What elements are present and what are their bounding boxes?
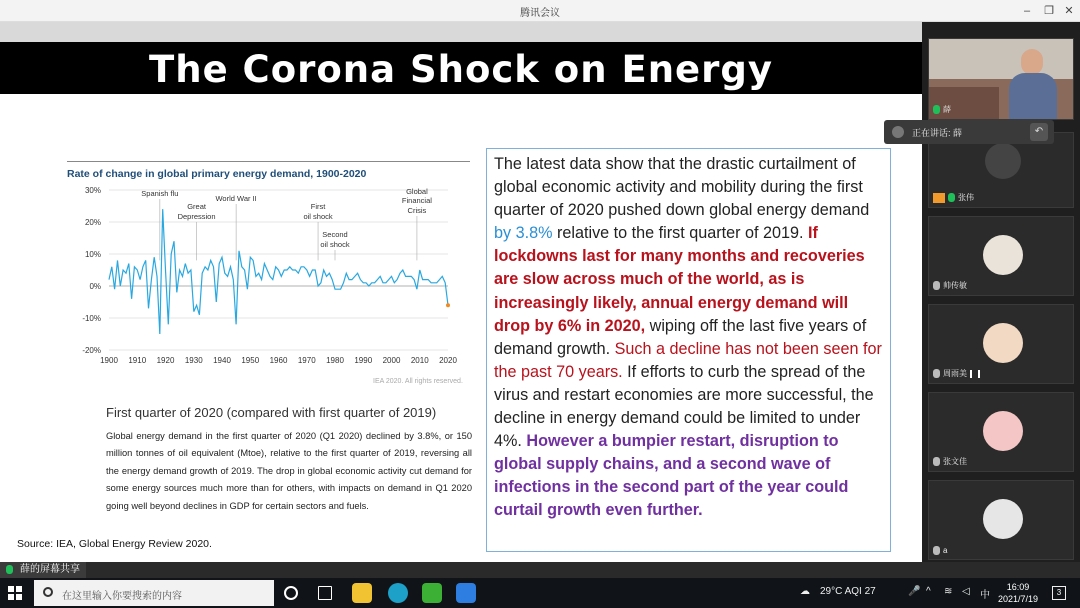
text-segment: relative to the first quarter of 2019.: [552, 224, 809, 243]
clock-time: 16:09: [1006, 582, 1030, 592]
avatar: [983, 235, 1023, 275]
y-tick-label: 20%: [84, 218, 101, 227]
y-tick-label: 30%: [84, 186, 101, 195]
x-tick-label: 2020: [439, 356, 457, 365]
person-body: [1009, 73, 1057, 120]
windows-start-icon[interactable]: [8, 586, 22, 600]
taskbar-clock[interactable]: [998, 581, 1038, 605]
x-tick-label: 1960: [269, 356, 288, 365]
ime-indicator[interactable]: 中: [980, 590, 990, 601]
slide-title: The Corona Shock on Energy: [148, 48, 774, 91]
x-tick-label: 1990: [354, 356, 373, 365]
participant-tile[interactable]: [928, 480, 1074, 560]
notification-icon[interactable]: 3: [1052, 586, 1066, 600]
close-icon[interactable]: ✕: [1064, 5, 1074, 17]
avatar: [983, 499, 1023, 539]
avatar: [983, 323, 1023, 363]
search-icon: [43, 587, 53, 597]
participant-name: 张文佳: [933, 456, 967, 467]
q1-heading: First quarter of 2020 (compared with first quarter of 2019): [106, 405, 437, 420]
y-tick-label: -20%: [82, 346, 101, 355]
annotation-label: Great Depression: [177, 202, 216, 221]
y-tick-label: -10%: [82, 314, 101, 323]
window-title: 腾讯会议: [520, 8, 560, 19]
y-tick-label: 0%: [89, 282, 101, 291]
annotation-label: Global Financial Crisis: [401, 187, 432, 215]
text-segment: However a bumpier restart, disruption to global supply chains, and a second wave of infections in the second part of the year could curtail growth even further.: [494, 432, 849, 520]
x-tick-label: 1970: [297, 356, 316, 365]
avatar: [983, 411, 1023, 451]
speaking-prefix: 正在讲话:: [912, 128, 954, 138]
file-explorer-icon[interactable]: [352, 583, 372, 603]
source-note: Source: IEA, Global Energy Review 2020.: [17, 538, 212, 550]
screen-share-label[interactable]: 薛的屏幕共享: [0, 562, 86, 578]
y-tick-label: 10%: [84, 250, 101, 259]
energy-demand-chart: [60, 182, 470, 382]
avatar: [985, 143, 1021, 179]
x-tick-label: 1980: [326, 356, 344, 365]
share-strip: [0, 562, 1080, 578]
mic-muted-icon: [933, 457, 940, 466]
shared-screen: [0, 22, 922, 562]
speaking-indicator: [884, 120, 1054, 144]
x-tick-label: 1930: [184, 356, 203, 365]
slide-text-box: [486, 148, 891, 552]
participant-tile[interactable]: [928, 304, 1074, 384]
chart-title: Rate of change in global primary energy demand, 1900-2020: [67, 168, 367, 180]
screen-icon: [933, 193, 945, 203]
text-segment: Such a decline has not been seen for the past 70 years.: [494, 339, 882, 381]
cortana-icon[interactable]: [284, 586, 298, 600]
speaking-name: 薛: [953, 128, 963, 138]
participant-name: a: [933, 546, 947, 555]
wechat-icon[interactable]: [422, 583, 442, 603]
restore-icon[interactable]: ❐: [1044, 5, 1054, 17]
chart-title-rule: [67, 161, 470, 162]
text-segment: by 3.8%: [494, 224, 553, 243]
edge-browser-icon[interactable]: [388, 583, 408, 603]
participant-name: 周雨美: [933, 368, 980, 379]
annotation-label: Second oil shock: [320, 230, 350, 249]
task-view-icon[interactable]: [318, 586, 332, 600]
mic-icon: [933, 105, 940, 114]
participant-name: 张伟: [933, 192, 974, 203]
q1-body: Global energy demand in the first quarter of 2020 (Q1 2020) declined by 3.8%, or 150 million tonnes of oil equivalent (Mtoe), relative to the first quarter of 2019, reversing all the energy demand growth of 2019. The drop in global economic activity cut demand for some energy sources much more than for others, with impacts on demand in Q1 2020 going well beyond declines in GDP for certain sectors and fuels.: [106, 431, 472, 511]
video-background: [929, 39, 1074, 79]
point-2020: [446, 303, 450, 307]
x-tick-label: 2010: [410, 356, 429, 365]
title-bar: [0, 0, 1080, 22]
x-tick-label: 1940: [213, 356, 231, 365]
participant-tile[interactable]: [928, 216, 1074, 296]
text-segment: If lockdowns last for many months and recoveries are slow across much of the world, as is increasingly likely, annual energy demand will drop by 6% in 2020,: [494, 224, 865, 335]
chevron-up-icon[interactable]: ^: [926, 586, 931, 597]
text-segment: If efforts to curb the spread of the virus and restart economies are more successful, the decline in energy demand could be limited to under 4%.: [494, 362, 874, 451]
x-tick-label: 1900: [100, 356, 118, 365]
x-tick-label: 1920: [156, 356, 175, 365]
weather-icon[interactable]: ☁: [800, 586, 810, 597]
text-segment: wiping off the last five years of demand growth.: [494, 316, 867, 358]
tencent-meeting-icon[interactable]: [456, 583, 476, 603]
participant-name: 薛: [933, 104, 951, 115]
participant-tile[interactable]: [928, 392, 1074, 472]
windows-taskbar: [0, 578, 1080, 608]
minimize-icon[interactable]: –: [1023, 5, 1031, 17]
annotation-label: First oil shock: [303, 202, 333, 221]
chart-credit: IEA 2020. All rights reserved.: [373, 378, 463, 385]
speaker-avatar-icon: [892, 126, 904, 138]
x-tick-label: 1910: [128, 356, 147, 365]
volume-icon[interactable]: ◁: [962, 586, 970, 597]
signal-icon: [970, 370, 980, 378]
x-tick-label: 1950: [241, 356, 260, 365]
mic-muted-icon: [933, 546, 940, 555]
clock-date: 2021/7/19: [998, 594, 1039, 604]
participant-tile-video[interactable]: [928, 38, 1074, 120]
network-icon[interactable]: ≋: [944, 586, 953, 597]
back-arrow-icon[interactable]: ↶: [1030, 123, 1048, 141]
mic-muted-icon: [933, 281, 940, 290]
slide-banner: [0, 42, 922, 94]
participant-panel: [922, 22, 1080, 562]
microphone-tray-icon[interactable]: 🎤: [908, 586, 921, 597]
annotation-label: World War II: [215, 194, 257, 203]
mic-muted-icon: [933, 369, 940, 378]
participant-name: 帅传敏: [933, 280, 967, 291]
text-segment: The latest data show that the drastic curtailment of global economic activity and mobility during the first quarter of 2020 pushed down global energy demand: [494, 155, 870, 220]
weather-text[interactable]: 29°C AQI 27: [820, 586, 876, 597]
mic-icon: [948, 193, 955, 202]
mic-icon: [6, 565, 13, 574]
person-head: [1021, 49, 1043, 75]
annotation-label: Spanish flu: [141, 189, 179, 198]
x-tick-label: 2000: [382, 356, 401, 365]
taskbar-search-input[interactable]: 在这里输入你要搜索的内容: [34, 580, 274, 606]
